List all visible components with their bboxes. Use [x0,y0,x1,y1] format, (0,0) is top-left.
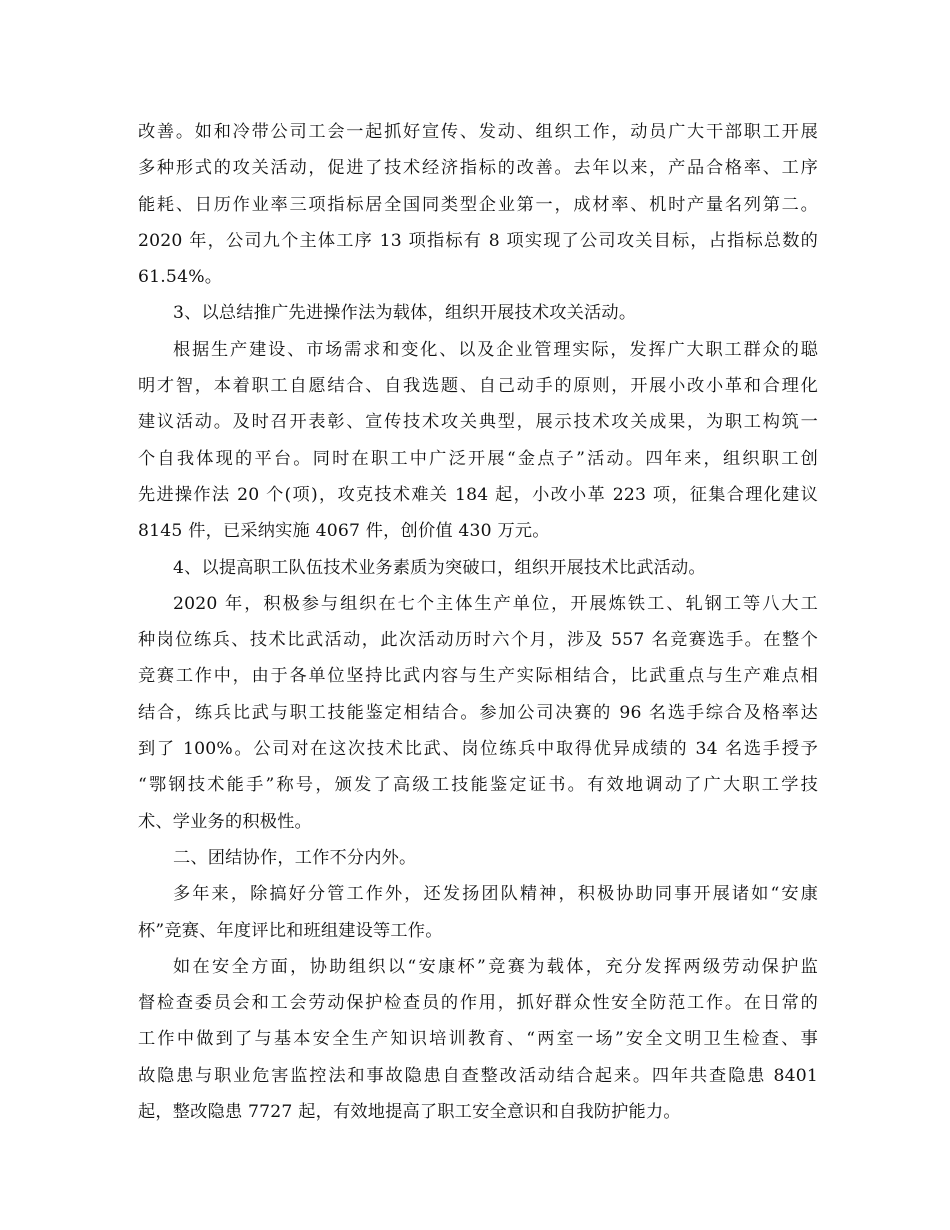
text-line: 2020 年，积极参与组织在七个主体生产单位，开展炼铁工、轧钢工等八大工 [173,593,818,614]
text-line: 如在安全方面，协助组织以“安康杯”竞赛为载体，充分发挥两级劳动保护监 [173,956,818,977]
text-line: 竞赛工作中，由于各单位坚持比武内容与生产实际相结合，比武重点与生产难点相 [138,666,818,687]
text-line: 结合，练兵比武与职工技能鉴定相结合。参加公司决赛的 96 名选手综合及格率达 [138,702,818,723]
text-line: 故隐患与职业危害监控法和事故隐患自查整改活动结合起来。四年共查隐患 8401 [138,1065,818,1086]
text-line: 先进操作法 20 个(项)，攻克技术难关 184 起，小改小革 223 项，征集合理化建议 [138,484,818,505]
text-line: 督检查委员会和工会劳动保护检查员的作用，抓好群众性安全防范工作。在日常的 [138,993,818,1014]
text-line: 术、学业务的积极性。 [138,811,312,832]
text-line: 61.54%。 [138,267,223,288]
document-body [138,114,818,1130]
text-line: 多种形式的攻关活动，促进了技术经济指标的改善。去年以来，产品合格率、工序 [138,158,818,179]
text-line: 根据生产建设、市场需求和变化、以及企业管理实际，发挥广大职工群众的聪 [173,339,818,360]
text-line: 3、以总结推广先进操作法为载体，组织开展技术攻关活动。 [173,303,637,324]
text-line: 二、团结协作，工作不分内外。 [173,847,417,868]
text-line: 改善。如和冷带公司工会一起抓好宣传、发动、组织工作，动员广大干部职工开展 [138,122,818,142]
text-line: 杯”竞赛、年度评比和班组建设等工作。 [138,920,443,941]
text-line: 多年来，除搞好分管工作外，还发扬团队精神，积极协助同事开展诸如“安康 [173,884,818,905]
text-line: 明才智，本着职工自愿结合、自我选题、自己动手的原则，开展小改小革和合理化 [138,376,818,397]
text-line: 8145 件，已采纳实施 4067 件，创价值 430 万元。 [138,521,550,542]
text-line: 到了 100%。公司对在这次技术比武、岗位练兵中取得优异成绩的 34 名选手授予 [138,739,818,760]
text-line: “鄂钢技术能手”称号，颁发了高级工技能鉴定证书。有效地调动了广大职工学技 [138,775,818,796]
text-line: 起，整改隐患 7727 起，有效地提高了职工安全意识和自我防护能力。 [138,1102,681,1123]
text-line: 建议活动。及时召开表彰、宣传技术攻关典型，展示技术攻关成果，为职工构筑一 [138,412,818,433]
text-line: 个自我体现的平台。同时在职工中广泛开展“金点子”活动。四年来，组织职工创 [138,448,818,469]
text-line: 4、以提高职工队伍技术业务素质为突破口，组织开展技术比武活动。 [173,557,706,578]
text-line: 2020 年，公司九个主体工序 13 项指标有 8 项实现了公司攻关目标，占指标总数的 [138,230,818,251]
text-line: 工作中做到了与基本安全生产知识培训教育、“两室一场”安全文明卫生检查、事 [138,1029,818,1050]
text-line: 能耗、日历作业率三项指标居全国同类型企业第一，成材率、机时产量名列第二。 [138,194,818,215]
text-line: 种岗位练兵、技术比武活动，此次活动历时六个月，涉及 557 名竞赛选手。在整个 [138,630,818,651]
